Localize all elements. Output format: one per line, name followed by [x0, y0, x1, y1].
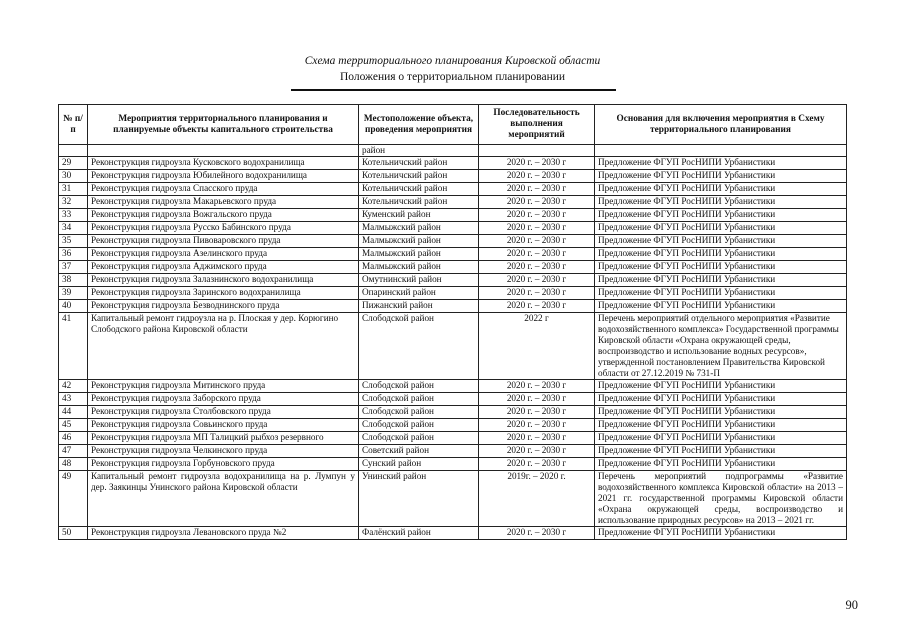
basis-cell: Предложение ФГУП РосНИПИ Урбанистики [595, 222, 847, 235]
period-cell: 2020 г. – 2030 г [479, 432, 595, 445]
location-cell: Слободской район [359, 313, 479, 380]
row-number-cell: 45 [59, 419, 88, 432]
row-number-cell: 32 [59, 196, 88, 209]
location-cell: Куменский район [359, 209, 479, 222]
location-cell: Котельничский район [359, 170, 479, 183]
event-cell: Реконструкция гидроузла Горбуновского пруда [88, 458, 359, 471]
event-cell: Реконструкция гидроузла Русско Бабинского пруда [88, 222, 359, 235]
event-cell: Реконструкция гидроузла МП Талицкий рыбхоз резервного [88, 432, 359, 445]
table-row [59, 432, 847, 445]
row-number-cell: 34 [59, 222, 88, 235]
period-cell: 2020 г. – 2030 г [479, 527, 595, 540]
event-cell: Реконструкция гидроузла Спасского пруда [88, 183, 359, 196]
basis-cell: Предложение ФГУП РосНИПИ Урбанистики [595, 170, 847, 183]
basis-cell: Предложение ФГУП РосНИПИ Урбанистики [595, 432, 847, 445]
table-row [59, 458, 847, 471]
event-cell: Реконструкция гидроузла Челкинского пруда [88, 445, 359, 458]
carryover-location-cell: район [359, 145, 479, 157]
location-cell: Сунский район [359, 458, 479, 471]
row-number-cell: 35 [59, 235, 88, 248]
basis-cell: Предложение ФГУП РосНИПИ Урбанистики [595, 274, 847, 287]
location-cell: Слободской район [359, 432, 479, 445]
period-cell: 2020 г. – 2030 г [479, 445, 595, 458]
period-cell: 2020 г. – 2030 г [479, 274, 595, 287]
period-cell: 2020 г. – 2030 г [479, 235, 595, 248]
table-row [59, 248, 847, 261]
location-cell: Слободской район [359, 380, 479, 393]
event-cell: Реконструкция гидроузла Совьинского пруда [88, 419, 359, 432]
row-number-cell: 47 [59, 445, 88, 458]
row-number-cell: 43 [59, 393, 88, 406]
location-cell: Унинский район [359, 471, 479, 527]
column-header-period: Последовательность выполнения мероприятий [479, 105, 595, 145]
basis-cell: Предложение ФГУП РосНИПИ Урбанистики [595, 419, 847, 432]
table-row [59, 471, 847, 527]
period-cell: 2020 г. – 2030 г [479, 261, 595, 274]
basis-cell: Предложение ФГУП РосНИПИ Урбанистики [595, 393, 847, 406]
page-number: 90 [845, 598, 858, 612]
event-cell: Реконструкция гидроузла Азелинского пруда [88, 248, 359, 261]
row-number-cell: 42 [59, 380, 88, 393]
period-cell: 2020 г. – 2030 г [479, 380, 595, 393]
header-divider [291, 89, 616, 91]
event-cell: Капитальный ремонт гидроузла на р. Плоская у дер. Корюгино Слободского района Кировской области [88, 313, 359, 380]
basis-cell: Предложение ФГУП РосНИПИ Урбанистики [595, 380, 847, 393]
period-cell: 2020 г. – 2030 г [479, 300, 595, 313]
period-cell: 2020 г. – 2030 г [479, 183, 595, 196]
table-row [59, 261, 847, 274]
period-cell: 2020 г. – 2030 г [479, 393, 595, 406]
basis-cell: Предложение ФГУП РосНИПИ Урбанистики [595, 300, 847, 313]
event-cell: Реконструкция гидроузла Левановского пруда №2 [88, 527, 359, 540]
row-number-cell: 46 [59, 432, 88, 445]
location-cell: Пижанский район [359, 300, 479, 313]
column-header-basis: Основания для включения мероприятия в Схему территориального планирования [595, 105, 847, 145]
table-row [59, 209, 847, 222]
row-number-cell: 31 [59, 183, 88, 196]
table-row [59, 235, 847, 248]
table-row [59, 380, 847, 393]
table-row [59, 287, 847, 300]
period-cell: 2020 г. – 2030 г [479, 222, 595, 235]
measures-table [58, 104, 847, 540]
row-number-cell: 39 [59, 287, 88, 300]
basis-cell: Предложение ФГУП РосНИПИ Урбанистики [595, 209, 847, 222]
period-cell: 2020 г. – 2030 г [479, 248, 595, 261]
document-title: Схема территориального планирования Кировской области [304, 55, 601, 67]
basis-cell: Предложение ФГУП РосНИПИ Урбанистики [595, 235, 847, 248]
period-cell: 2020 г. – 2030 г [479, 196, 595, 209]
row-number-cell: 36 [59, 248, 88, 261]
event-cell: Реконструкция гидроузла Вожгальского пруда [88, 209, 359, 222]
row-number-cell: 38 [59, 274, 88, 287]
event-cell: Реконструкция гидроузла Пивоваровского пруда [88, 235, 359, 248]
table-row [59, 313, 847, 380]
event-cell: Реконструкция гидроузла Юбилейного водохранилища [88, 170, 359, 183]
table-row [59, 157, 847, 170]
row-number-cell: 30 [59, 170, 88, 183]
event-cell: Реконструкция гидроузла Макарьевского пруда [88, 196, 359, 209]
table-row [59, 300, 847, 313]
table-row [59, 170, 847, 183]
event-cell: Реконструкция гидроузла Заринского водохранилища [88, 287, 359, 300]
table-body [59, 145, 847, 540]
row-number-cell: 29 [59, 157, 88, 170]
table-row [59, 274, 847, 287]
period-cell: 2020 г. – 2030 г [479, 157, 595, 170]
period-cell: 2020 г. – 2030 г [479, 406, 595, 419]
event-cell: Реконструкция гидроузла Заборского пруда [88, 393, 359, 406]
row-number-cell: 37 [59, 261, 88, 274]
basis-cell: Предложение ФГУП РосНИПИ Урбанистики [595, 287, 847, 300]
event-cell: Реконструкция гидроузла Кусковского водохранилища [88, 157, 359, 170]
table-row [59, 196, 847, 209]
row-number-cell: 41 [59, 313, 88, 380]
basis-cell: Предложение ФГУП РосНИПИ Урбанистики [595, 458, 847, 471]
location-cell: Малмыжский район [359, 248, 479, 261]
location-cell: Малмыжский район [359, 222, 479, 235]
row-number-cell: 44 [59, 406, 88, 419]
period-cell: 2019г. – 2020 г. [479, 471, 595, 527]
basis-cell: Предложение ФГУП РосНИПИ Урбанистики [595, 248, 847, 261]
basis-cell: Предложение ФГУП РосНИПИ Урбанистики [595, 157, 847, 170]
table-row [59, 445, 847, 458]
table-row [59, 393, 847, 406]
basis-cell: Перечень мероприятий подпрограммы «Развитие водохозяйственного комплекса Кировской области» на 2013 – 2021 гг. государственной программы Кировской области «Охрана окружающей среды, воспроизводство и использование природных ресурсов» на 2013 – 2021 гг. [595, 471, 847, 527]
basis-cell: Предложение ФГУП РосНИПИ Урбанистики [595, 183, 847, 196]
table-header-row [59, 105, 847, 145]
period-cell: 2020 г. – 2030 г [479, 170, 595, 183]
table-row [59, 419, 847, 432]
column-header-event: Мероприятия территориального планирования и планируемые объекты капитального строительства [88, 105, 359, 145]
basis-cell: Предложение ФГУП РосНИПИ Урбанистики [595, 527, 847, 540]
period-cell: 2020 г. – 2030 г [479, 287, 595, 300]
table-row [59, 527, 847, 540]
event-cell: Капитальный ремонт гидроузла водохранилища на р. Лумпун у дер. Заякинцы Унинского района Кировской области [88, 471, 359, 527]
table-row [59, 183, 847, 196]
location-cell: Фалёнский район [359, 527, 479, 540]
table-row [59, 222, 847, 235]
location-cell: Котельничский район [359, 157, 479, 170]
location-cell: Опаринский район [359, 287, 479, 300]
location-cell: Слободской район [359, 406, 479, 419]
location-cell: Малмыжский район [359, 235, 479, 248]
event-cell: Реконструкция гидроузла Столбовского пруда [88, 406, 359, 419]
basis-cell: Предложение ФГУП РосНИПИ Урбанистики [595, 406, 847, 419]
row-number-cell: 49 [59, 471, 88, 527]
basis-cell: Предложение ФГУП РосНИПИ Урбанистики [595, 445, 847, 458]
period-cell: 2020 г. – 2030 г [479, 209, 595, 222]
location-cell: Котельничский район [359, 183, 479, 196]
period-cell: 2022 г [479, 313, 595, 380]
row-number-cell: 40 [59, 300, 88, 313]
event-cell: Реконструкция гидроузла Митинского пруда [88, 380, 359, 393]
row-number-cell: 50 [59, 527, 88, 540]
location-cell: Слободской район [359, 393, 479, 406]
location-cell: Слободской район [359, 419, 479, 432]
row-number-cell: 33 [59, 209, 88, 222]
document-subtitle: Положения о территориальном планировании [339, 71, 566, 83]
location-cell: Малмыжский район [359, 261, 479, 274]
basis-cell: Предложение ФГУП РосНИПИ Урбанистики [595, 261, 847, 274]
table-row-carryover [59, 145, 847, 157]
event-cell: Реконструкция гидроузла Залазнинского водохранилища [88, 274, 359, 287]
location-cell: Омутнинский район [359, 274, 479, 287]
location-cell: Котельничский район [359, 196, 479, 209]
period-cell: 2020 г. – 2030 г [479, 458, 595, 471]
table-row [59, 406, 847, 419]
basis-cell: Предложение ФГУП РосНИПИ Урбанистики [595, 196, 847, 209]
column-header-location: Местоположение объекта, проведения мероприятия [359, 105, 479, 145]
event-cell: Реконструкция гидроузла Безводнинского пруда [88, 300, 359, 313]
period-cell: 2020 г. – 2030 г [479, 419, 595, 432]
location-cell: Советский район [359, 445, 479, 458]
column-header-number: № п/п [59, 105, 88, 145]
basis-cell: Перечень мероприятий отдельного мероприятия «Развитие водохозяйственного комплекса» Государственной программы Кировской области «Охрана окружающей среды, воспроизводство и использование водных ресурсов», утвержденной постановлением Правительства Кировской области от 27.12.2019 № 731-П [595, 313, 847, 380]
row-number-cell: 48 [59, 458, 88, 471]
event-cell: Реконструкция гидроузла Аджимского пруда [88, 261, 359, 274]
